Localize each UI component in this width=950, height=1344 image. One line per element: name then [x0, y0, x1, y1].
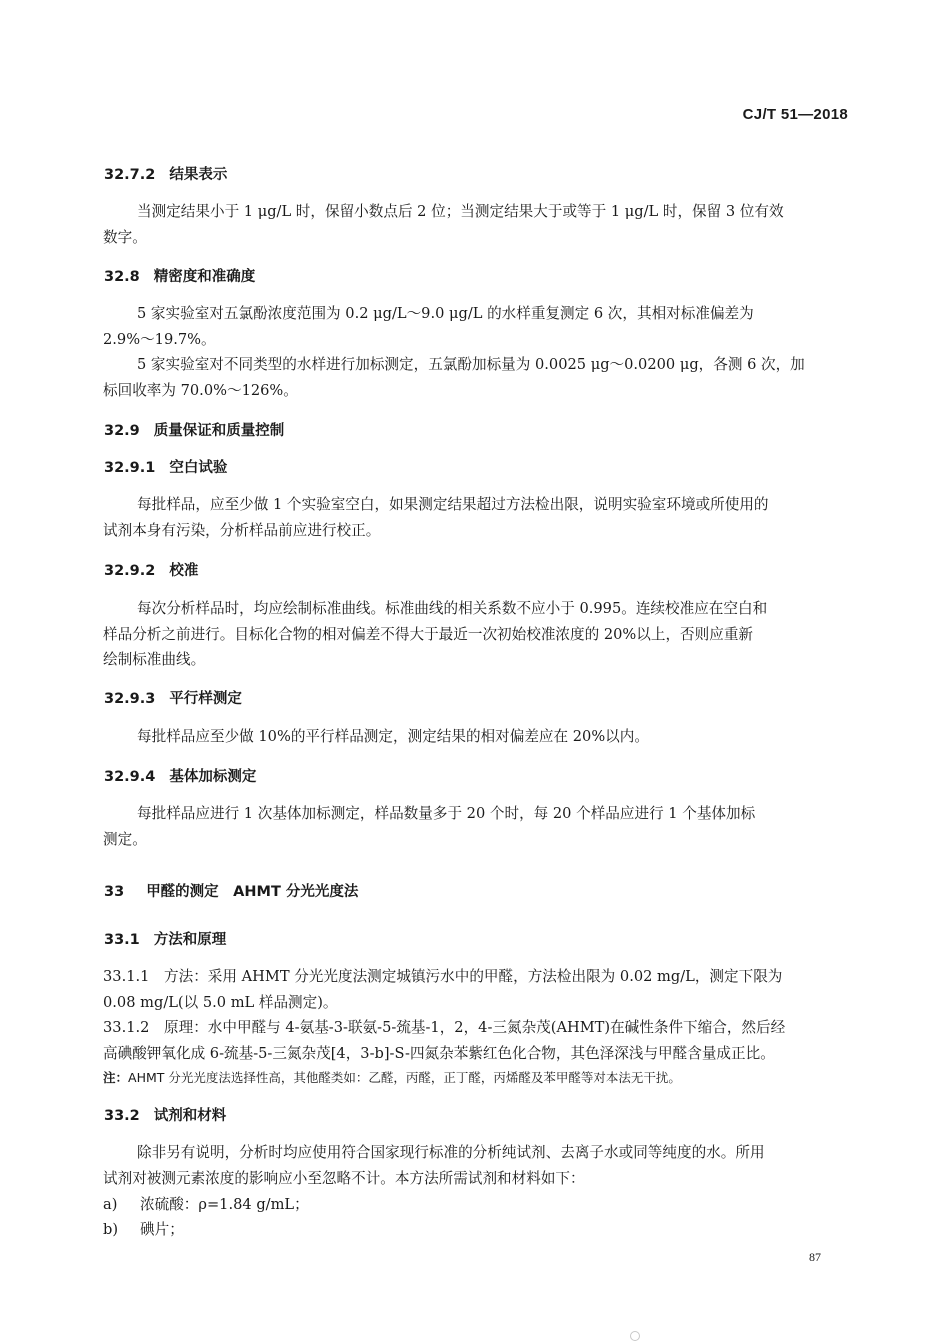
section-number: 32.9	[104, 423, 140, 439]
paragraph-line: 2.9%～19.7%。	[103, 330, 216, 348]
section-heading	[104, 559, 198, 580]
paragraph-line: 33.1.1 方法：采用 AHMT 分光光度法测定城镇污水中的甲醛，方法检出限为 0.02 mg/L，测定下限为	[103, 968, 783, 985]
note-text: AHMT 分光光度法选择性高，其他醛类如：乙醛，丙醛，正丁醛，丙烯醛及苯甲醛等对本法无干扰。	[128, 1070, 681, 1085]
list-item	[103, 1218, 184, 1239]
list-item-label: a)	[103, 1196, 118, 1213]
list-item-label: b)	[103, 1221, 119, 1238]
paragraph-line: 当测定结果小于 1 μg/L 时，保留小数点后 2 位；当测定结果大于或等于 1 μg/L 时，保留 3 位有效	[137, 203, 784, 220]
note-label: 注：	[103, 1070, 129, 1085]
section-title: 基体加标测定	[169, 769, 257, 785]
paragraph-line: 数字。	[103, 228, 147, 246]
section-number: 33.1	[104, 932, 140, 948]
standard-number: CJ/T 51—2018	[742, 106, 848, 123]
note	[103, 1068, 681, 1086]
section-number: 32.9.1	[104, 460, 156, 476]
paragraph-line: 每次分析样品时，均应绘制标准曲线。标准曲线的相关系数不应小于 0.995。连续校准应在空白和	[137, 600, 768, 617]
paragraph-line: 5 家实验室对五氯酚浓度范围为 0.2 μg/L～9.0 μg/L 的水样重复测定 6 次，其相对标准偏差为	[137, 305, 754, 322]
section-heading	[104, 265, 255, 286]
paragraph-line: 标回收率为 70.0%～126%。	[103, 381, 298, 399]
paragraph-line: 样品分析之前进行。目标化合物的相对偏差不得大于最近一次初始校准浓度的 20%以上，否则应重新	[103, 625, 754, 643]
section-number: 33	[104, 884, 125, 900]
section-title: 甲醛的测定 AHMT 分光光度法	[146, 884, 359, 900]
list-item-text: 浓硫酸：ρ=1.84 g/mL；	[140, 1196, 309, 1213]
section-heading	[104, 928, 226, 949]
section-heading	[104, 163, 227, 184]
paragraph-line: 每批样品，应至少做 1 个实验室空白，如果测定结果超过方法检出限，说明实验室环境或所使用的	[137, 496, 769, 513]
paragraph-line: 每批样品应至少做 10%的平行样品测定，测定结果的相对偏差应在 20%以内。	[137, 728, 649, 745]
paragraph-line: 5 家实验室对不同类型的水样进行加标测定，五氯酚加标量为 0.0025 μg～0.0200 μg，各测 6 次，加	[137, 356, 805, 373]
section-number: 32.9.4	[104, 769, 156, 785]
paragraph-line: 试剂本身有污染，分析样品前应进行校正。	[103, 521, 381, 539]
section-heading	[104, 687, 242, 708]
section-title: 平行样测定	[169, 691, 242, 707]
paragraph-line: 测定。	[103, 830, 147, 848]
section-number: 32.8	[104, 269, 140, 285]
section-heading	[104, 880, 358, 901]
section-title: 结果表示	[169, 167, 228, 183]
section-number: 33.2	[104, 1108, 140, 1124]
list-item-text: 碘片；	[140, 1221, 184, 1238]
section-title: 试剂和材料	[153, 1108, 227, 1124]
section-title: 质量保证和质量控制	[153, 423, 285, 439]
section-heading	[104, 765, 256, 786]
section-number: 32.9.2	[104, 563, 156, 579]
section-heading	[104, 419, 284, 440]
page-number: 87	[809, 1250, 821, 1264]
list-item	[103, 1193, 309, 1214]
section-heading	[104, 1104, 226, 1125]
paragraph-line: 每批样品应进行 1 次基体加标测定，样品数量多于 20 个时，每 20 个样品应进行 1 个基体加标	[137, 805, 756, 822]
paragraph-line: 除非另有说明，分析时均应使用符合国家现行标准的分析纯试剂、去离子水或同等纯度的水。所用	[137, 1144, 765, 1161]
section-number: 32.7.2	[104, 167, 156, 183]
paragraph-line: 0.08 mg/L(以 5.0 mL 样品测定)。	[103, 993, 338, 1011]
section-number: 32.9.3	[104, 691, 156, 707]
section-heading	[104, 456, 227, 477]
section-title: 精密度和准确度	[153, 269, 256, 285]
section-title: 空白试验	[169, 460, 228, 476]
scan-artifact-circle	[630, 1331, 640, 1341]
paragraph-line: 绘制标准曲线。	[103, 651, 206, 668]
section-title: 校准	[169, 563, 199, 579]
paragraph-line: 试剂对被测元素浓度的影响应小至忽略不计。本方法所需试剂和材料如下：	[103, 1169, 585, 1187]
paragraph-line: 33.1.2 原理：水中甲醛与 4-氨基-3-联氨-5-巯基-1，2，4-三氮杂茂(AHMT)在碱性条件下缩合，然后经	[103, 1019, 786, 1036]
section-title: 方法和原理	[153, 932, 227, 948]
paragraph-line: 高碘酸钾氧化成 6-巯基-5-三氮杂茂[4，3-b]-S-四氮杂苯紫红色化合物，其色泽深浅与甲醛含量成正比。	[103, 1044, 775, 1062]
